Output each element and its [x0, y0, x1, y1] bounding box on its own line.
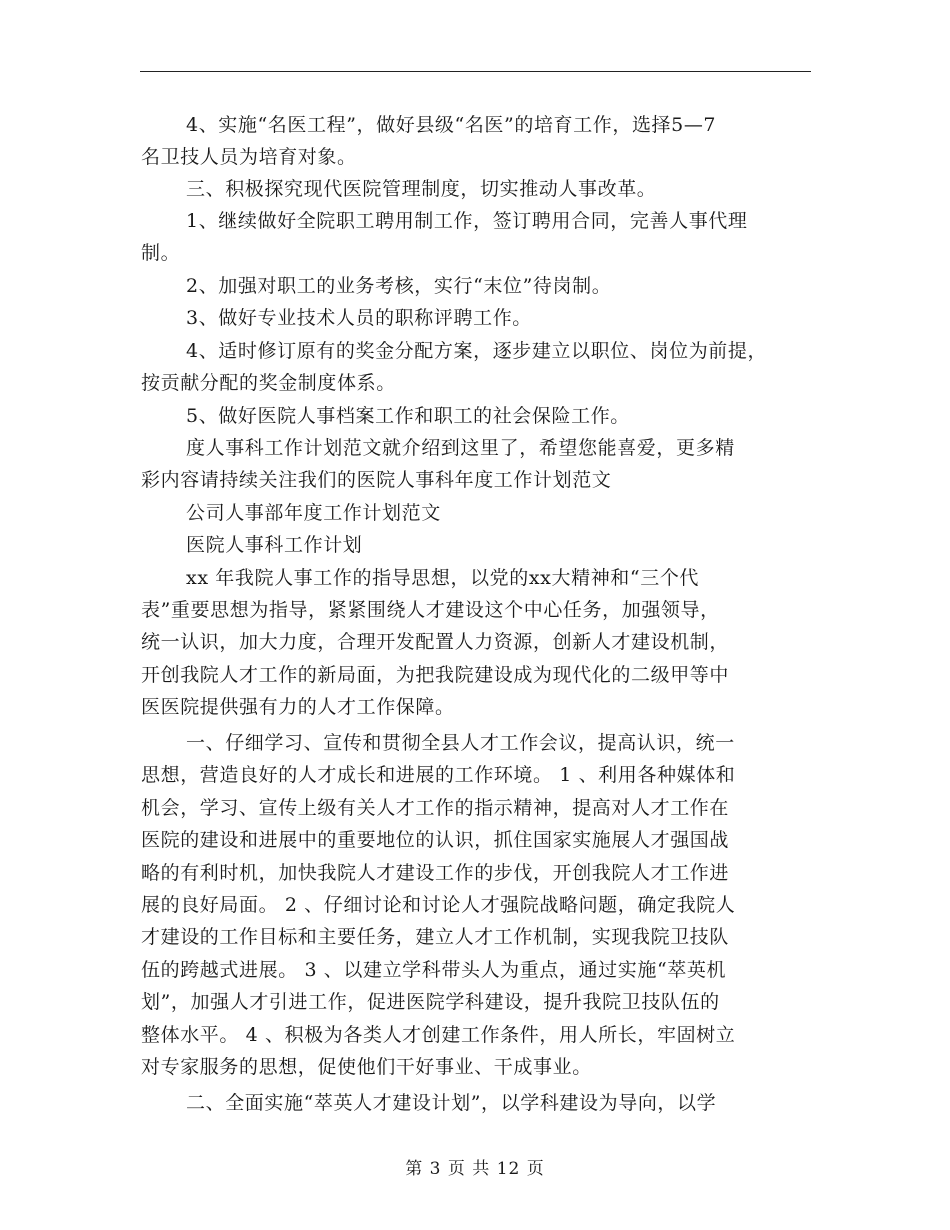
text-line: 1、继续做好全院职工聘用制工作，签订聘用合同，完善人事代理 [186, 210, 748, 232]
text-line: 略的有利时机，加快我院人才建设工作的步伐，开创我院人才工作进 [141, 862, 730, 884]
text-line: 伍的跨越式进展。 3 、以建立学科带头人为重点，通过实施“萃英机 [141, 959, 727, 981]
page-number: 第 3 页 共 12 页 [405, 1159, 545, 1179]
text-line: 思想，营造良好的人才成长和进展的工作环境。 1 、利用各种媒体和 [141, 764, 736, 786]
text-line: 2、加强对职工的业务考核，实行“末位”待岗制。 [186, 275, 612, 297]
header-rule [140, 71, 811, 72]
text-line: 4、实施“名医工程”，做好县级“名医”的培育工作，选择5—7 [186, 114, 717, 136]
text-line: 整体水平。 4 、积极为各类人才创建工作条件，用人所长，牢固树立 [141, 1024, 736, 1046]
text-line: 名卫技人员为培育对象。 [141, 146, 357, 168]
text-line: 对专家服务的思想，促使他们干好事业、干成事业。 [141, 1056, 592, 1078]
text-line: 表”重要思想为指导，紧紧围绕人才建设这个中心任务，加强领导， [141, 599, 720, 621]
text-line: 机会，学习、宣传上级有关人才工作的指示精神，提高对人才工作在 [141, 797, 730, 819]
text-line: 才建设的工作目标和主要任务，建立人才工作机制，实现我院卫技队 [141, 926, 730, 948]
text-line: 5、做好医院人事档案工作和职工的社会保险工作。 [186, 405, 630, 427]
text-line: 度人事科工作计划范文就介绍到这里了，希望您能喜爱，更多精 [186, 437, 735, 459]
text-line: 统一认识，加大力度，合理开发配置人力资源，创新人才建设机制， [141, 631, 730, 653]
text-line: 3、做好专业技术人员的职称评聘工作。 [186, 307, 532, 329]
text-line: 医院人事科工作计划 [186, 534, 363, 556]
text-line: 公司人事部年度工作计划范文 [186, 502, 441, 524]
text-line: 制。 [141, 242, 181, 264]
text-line: 彩内容请持续关注我们的医院人事科年度工作计划范文 [141, 469, 612, 491]
text-line: 二、全面实施“萃英人才建设计划”，以学科建设为导向，以学 [186, 1092, 717, 1114]
text-line: 医医院提供强有力的人才工作保障。 [141, 696, 455, 718]
text-line: 一、仔细学习、宣传和贯彻全县人才工作会议，提高认识，统一 [186, 732, 735, 754]
text-line: 三、积极探究现代医院管理制度，切实推动人事改革。 [186, 178, 657, 200]
text-line: xx 年我院人事工作的指导思想，以党的xx大精神和“三个代 [186, 567, 700, 589]
text-line: 划”，加强人才引进工作，促进医院学科建设，提升我院卫技队伍的 [141, 991, 720, 1013]
text-line: 按贡献分配的奖金制度体系。 [141, 372, 396, 394]
text-line: 4、适时修订原有的奖金分配方案，逐步建立以职位、岗位为前提， [186, 340, 768, 362]
text-line: 展的良好局面。 2 、仔细讨论和讨论人才强院战略问题，确定我院人 [141, 894, 736, 916]
text-line: 医院的建设和进展中的重要地位的认识，抓住国家实施展人才强国战 [141, 829, 730, 851]
text-line: 开创我院人才工作的新局面，为把我院建设成为现代化的二级甲等中 [141, 664, 730, 686]
